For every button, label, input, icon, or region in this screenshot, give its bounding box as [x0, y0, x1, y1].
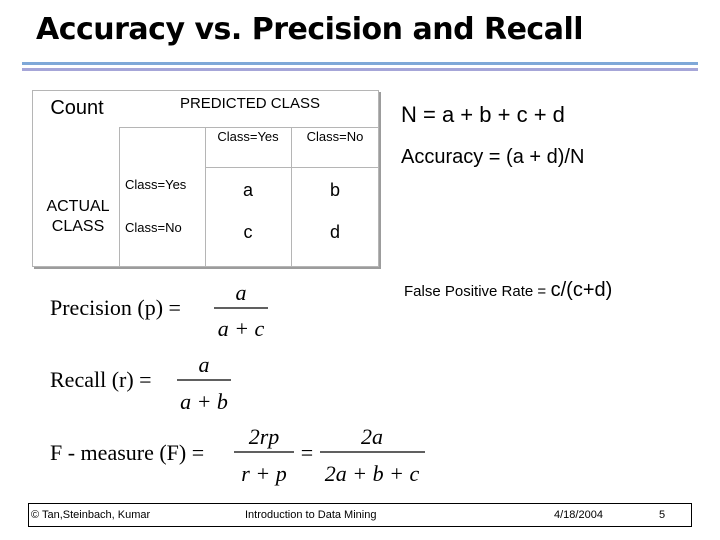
predicted-no-header: Class=No	[306, 129, 364, 144]
footer-copyright: © Tan,Steinbach, Kumar	[31, 509, 151, 521]
count-label: Count	[50, 97, 104, 119]
precision-numerator: a	[235, 280, 247, 305]
accuracy-equation: Accuracy = (a + d)/N	[401, 146, 585, 168]
slide-footer	[28, 503, 692, 527]
f-measure-lhs: F - measure (F) =	[50, 440, 205, 465]
f-measure-equals: =	[300, 440, 314, 465]
cell-a: a	[242, 180, 253, 200]
recall-lhs: Recall (r) =	[50, 367, 152, 392]
footer-course-title: Introduction to Data Mining	[245, 509, 377, 521]
fpr-label: False Positive Rate =	[404, 283, 547, 300]
f-measure-denominator-1: r + p	[241, 461, 287, 486]
predicted-yes-header: Class=Yes	[217, 129, 279, 144]
recall-numerator: a	[198, 352, 210, 377]
matrix-divider	[119, 127, 379, 128]
title-rule-bottom	[22, 68, 698, 71]
title-rule-top	[22, 62, 698, 65]
matrix-divider	[205, 167, 379, 168]
cell-b: b	[329, 180, 340, 200]
actual-class-label	[35, 197, 121, 237]
predicted-class-label: PREDICTED CLASS	[179, 95, 321, 112]
f-measure-numerator-2: 2a	[361, 424, 383, 449]
precision-lhs: Precision (p) =	[50, 295, 181, 320]
precision-denominator: a + c	[217, 316, 265, 341]
fpr-expression: c/(c+d)	[550, 279, 613, 301]
actual-label-line1: ACTUAL	[46, 198, 110, 215]
precision-formula	[50, 280, 268, 341]
footer-date: 4/18/2004	[554, 509, 603, 521]
f-measure-numerator-1: 2rp	[248, 424, 280, 449]
recall-formula	[50, 352, 231, 414]
recall-denominator: a + b	[180, 389, 228, 414]
actual-label-line2: CLASS	[51, 218, 105, 235]
f-measure-denominator-2: 2a + b + c	[324, 461, 420, 486]
cell-c: c	[243, 222, 253, 242]
cell-d: d	[329, 222, 340, 242]
actual-no-row-label: Class=No	[125, 220, 182, 235]
footer-page-number: 5	[659, 509, 666, 521]
actual-yes-row-label: Class=Yes	[125, 177, 187, 192]
metric-formulas	[0, 270, 460, 490]
matrix-box	[32, 90, 379, 267]
slide-title: Accuracy vs. Precision and Recall	[36, 12, 584, 47]
f-measure-formula	[50, 424, 425, 486]
total-count-equation: N = a + b + c + d	[401, 102, 565, 127]
